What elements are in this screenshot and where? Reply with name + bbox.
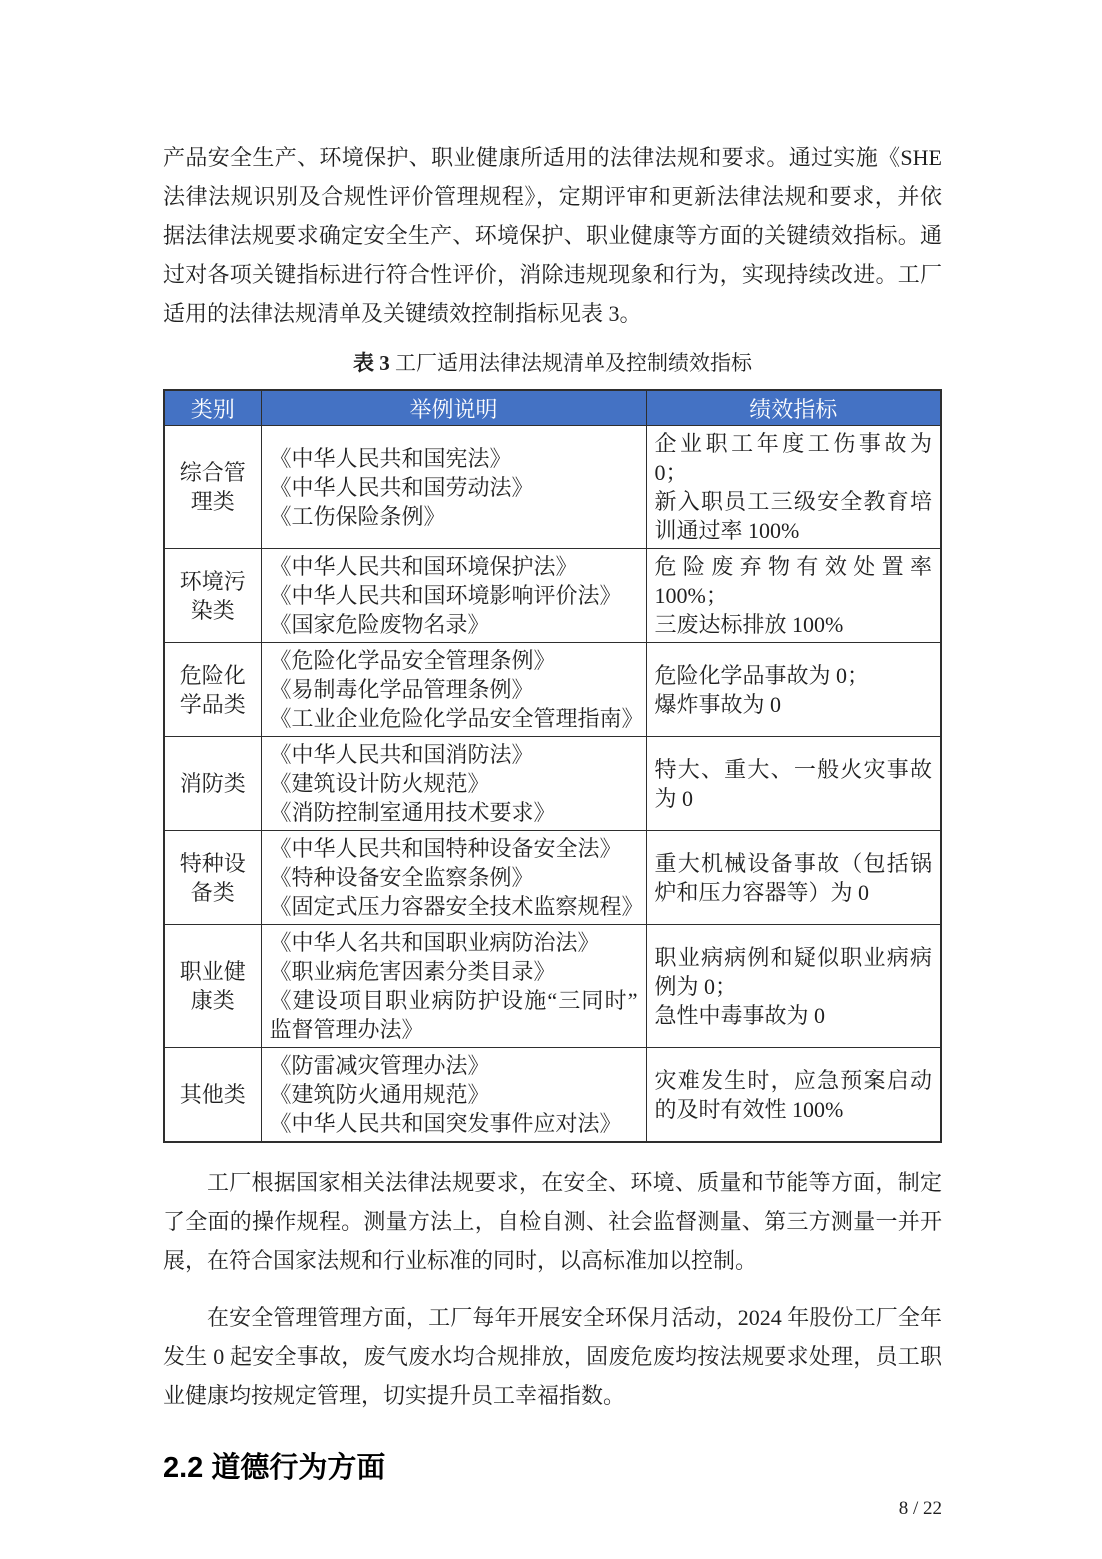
category-cell: 职业健康类 — [164, 925, 261, 1048]
example-line: 《建筑防火通用规范》 — [269, 1082, 490, 1107]
example-line: 《中华人民共和国环境保护法》 — [269, 554, 578, 579]
table-row — [164, 426, 941, 549]
page-number: 8 / 22 — [898, 1498, 942, 1519]
examples-cell — [261, 925, 646, 1048]
safety-paragraph: 在安全管理管理方面，工厂每年开展安全环保月活动，2024 年股份工厂全年发生 0 起安全事故，废气废水均合规排放，固废危废均按法规要求处理，员工职业健康均按规定管理，切实提升员工幸福指数。 — [163, 1305, 942, 1408]
kpi-cell — [646, 737, 941, 831]
example-line: 《工伤保险条例》 — [269, 503, 446, 529]
example-line: 《易制毒化学品管理条例》 — [269, 677, 534, 702]
example-line: 《固定式压力容器安全技术监察规程》 — [269, 894, 644, 919]
examples-cell — [261, 549, 646, 643]
example-line: 《危险化学品安全管理条例》 — [269, 648, 556, 673]
kpi-cell — [646, 549, 941, 643]
table-row — [164, 925, 941, 1048]
table-row — [164, 549, 941, 643]
regulations-table — [163, 389, 942, 1143]
example-line: 《中华人民共和国特种设备安全法》 — [269, 836, 622, 861]
table-row — [164, 831, 941, 925]
category-cell: 特种设备类 — [164, 831, 261, 925]
examples-cell — [261, 831, 646, 925]
header-cell-category: 类别 — [164, 390, 261, 426]
category-cell: 危险化学品类 — [164, 643, 261, 737]
category-cell: 环境污染类 — [164, 549, 261, 643]
table-row — [164, 1048, 941, 1143]
example-line: 《防雷减灾管理办法》 — [269, 1053, 490, 1078]
kpi-line: 危险废弃物有效处置率 100%； — [654, 554, 932, 608]
table-caption-label: 表 3 — [353, 351, 390, 375]
kpi-line: 爆炸事故为 0 — [654, 691, 782, 717]
examples-cell — [261, 426, 646, 549]
example-line: 《中华人民共和国环境影响评价法》 — [269, 583, 622, 608]
example-line: 《中华人民共和国突发事件应对法》 — [269, 1111, 622, 1136]
kpi-line: 企业职工年度工伤事故为 0； — [654, 431, 932, 485]
example-line: 《职业病危害因素分类目录》 — [269, 959, 556, 984]
kpi-line: 灾难发生时，应急预案启动的及时有效性 100% — [654, 1067, 932, 1122]
example-line: 《特种设备安全监察条例》 — [269, 865, 534, 890]
kpi-line: 特大、重大、一般火灾事故为 0 — [654, 756, 932, 811]
example-line: 《国家危险废物名录》 — [269, 612, 490, 637]
example-line: 《建筑设计防火规范》 — [269, 771, 490, 796]
category-cell: 其他类 — [164, 1048, 261, 1143]
kpi-line: 三废达标排放 100% — [654, 612, 844, 637]
kpi-cell — [646, 643, 941, 737]
page-content — [163, 138, 942, 1520]
kpi-cell — [646, 925, 941, 1048]
kpi-line: 急性中毒事故为 0 — [654, 1002, 826, 1028]
example-line: 《消防控制室通用技术要求》 — [269, 800, 556, 825]
kpi-cell — [646, 831, 941, 925]
header-cell-examples: 举例说明 — [261, 390, 646, 426]
example-line: 《工业企业危险化学品安全管理指南》 — [269, 706, 644, 731]
regulations-paragraph: 工厂根据国家相关法律法规要求，在安全、环境、质量和节能等方面，制定了全面的操作规程。测量方法上，自检自测、社会监督测量、第三方测量一并开展，在符合国家法规和行业标准的同时，以高标准加以控制。 — [163, 1170, 942, 1273]
kpi-line: 新入职员工三级安全教育培训通过率 100% — [654, 489, 932, 543]
kpi-line: 危险化学品事故为 0； — [654, 662, 870, 688]
kpi-cell — [646, 426, 941, 549]
category-cell: 消防类 — [164, 737, 261, 831]
kpi-cell — [646, 1048, 941, 1143]
header-cell-kpi: 绩效指标 — [646, 390, 941, 426]
table-row — [164, 643, 941, 737]
examples-cell — [261, 643, 646, 737]
intro-paragraph: 产品安全生产、环境保护、职业健康所适用的法律法规和要求。通过实施《SHE 法律法规识别及合规性评价管理规程》，定期评审和更新法律法规和要求，并依据法律法规要求确定安全生产、环境保护、职业健康等方面的关键绩效指标。通过对各项关键指标进行符合性评价，消除违规现象和行为，实现持续改进。工厂适用的法律法规清单及关键绩效控制指标见表 3。 — [163, 145, 942, 326]
kpi-line: 重大机械设备事故（包括锅炉和压力容器等）为 0 — [654, 850, 932, 905]
table-row — [164, 737, 941, 831]
table-caption — [163, 347, 942, 377]
kpi-line: 职业病病例和疑似职业病病例为 0； — [654, 944, 932, 999]
example-line: 《中华人民共和国宪法》 — [269, 445, 512, 471]
examples-cell — [261, 737, 646, 831]
example-line: 《建设项目职业病防护设施“三同时”监督管理办法》 — [269, 988, 638, 1042]
example-line: 《中华人民共和国劳动法》 — [269, 474, 534, 500]
example-line: 《中华人民共和国消防法》 — [269, 742, 534, 767]
section-heading: 2.2 道德行为方面 — [163, 1452, 386, 1484]
category-cell: 综合管理类 — [164, 426, 261, 549]
table-header-row — [164, 390, 941, 426]
examples-cell — [261, 1048, 646, 1143]
table-caption-title: 工厂适用法律法规清单及控制绩效指标 — [395, 351, 752, 375]
example-line: 《中华人名共和国职业病防治法》 — [269, 930, 600, 955]
